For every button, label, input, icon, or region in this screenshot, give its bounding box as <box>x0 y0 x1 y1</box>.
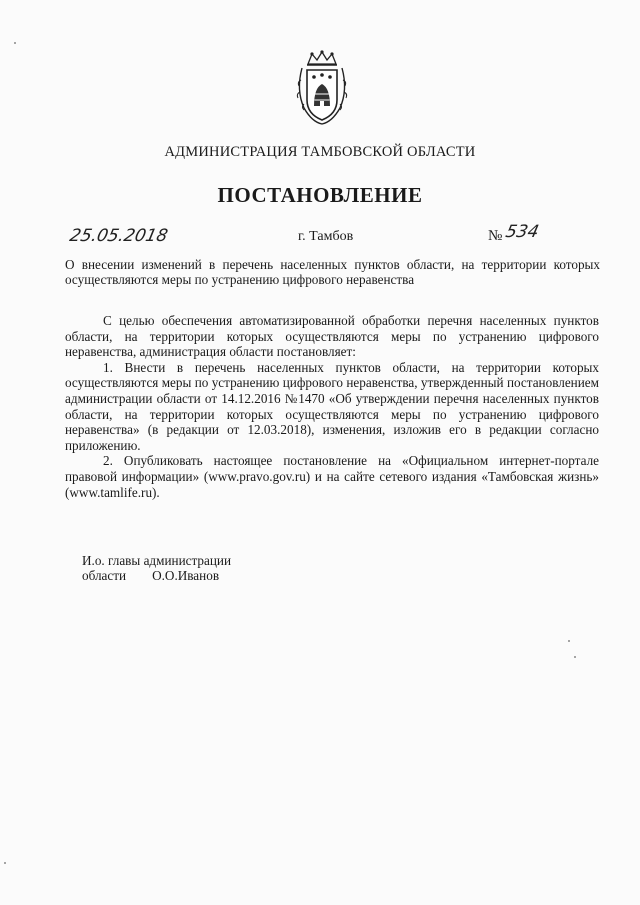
scan-speck <box>574 656 576 658</box>
scan-speck <box>14 42 16 44</box>
body-paragraph-2: 2. Опубликовать настоящее постановление на «Официальном интернет-портале правовой информации» (www.pravo.gov.ru) и на сайте сетевого издания «Тамбовская жизнь» (www.tamlife.ru). <box>65 453 599 500</box>
document-date: 25.05.2018 <box>67 226 170 246</box>
signature-position-line1: И.о. главы администрации <box>82 553 232 568</box>
signature-position-line2: области <box>82 568 127 583</box>
signature-name: О.О.Иванов <box>152 568 220 583</box>
organization-title: АДМИНИСТРАЦИЯ ТАМБОВСКОЙ ОБЛАСТИ <box>164 144 476 160</box>
document-type-heading: ПОСТАНОВЛЕНИЕ <box>217 183 423 207</box>
document-number: 534 <box>503 222 541 242</box>
body-paragraph-1: 1. Внести в перечень населенных пунктов области, на территории которых осуществляются меры по устранению цифрового неравенства, утвержденный постановлением администрации области от 14.12.2016 №1470 «Об утверждении перечня населенных пунктов области, на территории которых осуществляются меры по устранению цифрового неравенства» (в редакции от 12.03.2018), изменения, изложив его в редакции согласно приложению. <box>65 359 599 453</box>
signature-block <box>82 553 231 583</box>
body-paragraph-intro: С целью обеспечения автоматизированной обработки перечня населенных пунктов области, на территории которых осуществляются меры по устранению цифрового неравенства, администрация области постановляет: <box>65 313 599 360</box>
coat-of-arms-icon <box>292 50 352 126</box>
document-body <box>65 313 599 500</box>
document-city: г. Тамбов <box>298 229 354 244</box>
scan-speck <box>568 640 570 642</box>
scan-speck <box>4 862 6 864</box>
document-subject: О внесении изменений в перечень населенных пунктов области, на территории которых осуществляются меры по устранению цифрового неравенства <box>65 257 600 287</box>
document-number-label: № <box>488 228 503 244</box>
